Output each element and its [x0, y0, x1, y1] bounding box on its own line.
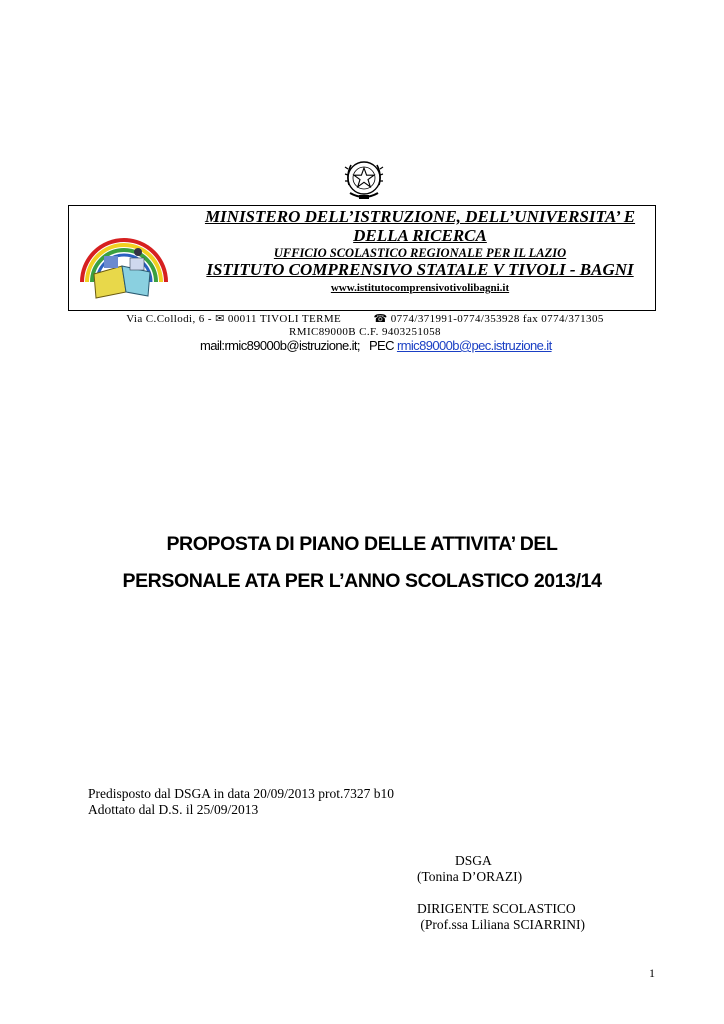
- page-number: 1: [649, 966, 655, 980]
- contact-info: [60, 313, 670, 339]
- city: 00011 TIVOLI TERME: [227, 313, 342, 325]
- telephone-icon: ☎: [373, 313, 388, 325]
- signature-block: [417, 853, 585, 933]
- head-name: (Prof.ssa Liliana SCIARRINI): [417, 917, 585, 932]
- phone-fax: 0774/371991-0774/353928 fax 0774/371305: [390, 313, 604, 325]
- document-title: [50, 526, 674, 600]
- title-line-1: PROPOSTA DI PIANO DELLE ATTIVITA’ DEL: [166, 533, 558, 555]
- pec-address[interactable]: rmic89000b@pec.istruzione.it: [396, 338, 552, 353]
- school-logo-icon: [74, 212, 174, 304]
- document-dates: [88, 786, 394, 818]
- ministry-name: MINISTERO DELL’ISTRUZIONE, DELL’UNIVERSITA’ E DELLA RICERCA: [204, 207, 636, 245]
- fiscal-codes: RMIC89000B C.F. 9403251058: [289, 326, 441, 338]
- head-role: DIRIGENTE SCOLASTICO: [417, 901, 576, 916]
- school-name: ISTITUTO COMPRENSIVO STATALE V TIVOLI - BAGNI: [206, 260, 634, 279]
- title-line-2: PERSONALE ATA PER L’ANNO SCOLASTICO 2013/14: [122, 570, 602, 592]
- mail-label: mail:: [200, 338, 225, 353]
- dsga-role: DSGA: [455, 853, 492, 868]
- envelope-icon: ✉: [215, 313, 225, 325]
- dsga-name: (Tonina D’ORAZI): [417, 869, 523, 884]
- mail-address[interactable]: rmic89000b@istruzione.it;: [224, 338, 360, 353]
- prepared-note: Predisposto dal DSGA in data 20/09/2013 prot.7327 b10: [88, 786, 394, 801]
- letterhead-text: [190, 207, 650, 295]
- italian-republic-emblem-icon: [340, 155, 388, 205]
- address: Via C.Collodi, 6 -: [126, 313, 212, 325]
- regional-office: UFFICIO SCOLASTICO REGIONALE PER IL LAZIO: [273, 246, 567, 260]
- pec-label: PEC: [368, 338, 394, 353]
- mail-line: [200, 338, 552, 353]
- adopted-note: Adottato dal D.S. il 25/09/2013: [88, 802, 259, 817]
- website-link[interactable]: www.istitutocomprensivotivolibagni.it: [330, 282, 510, 294]
